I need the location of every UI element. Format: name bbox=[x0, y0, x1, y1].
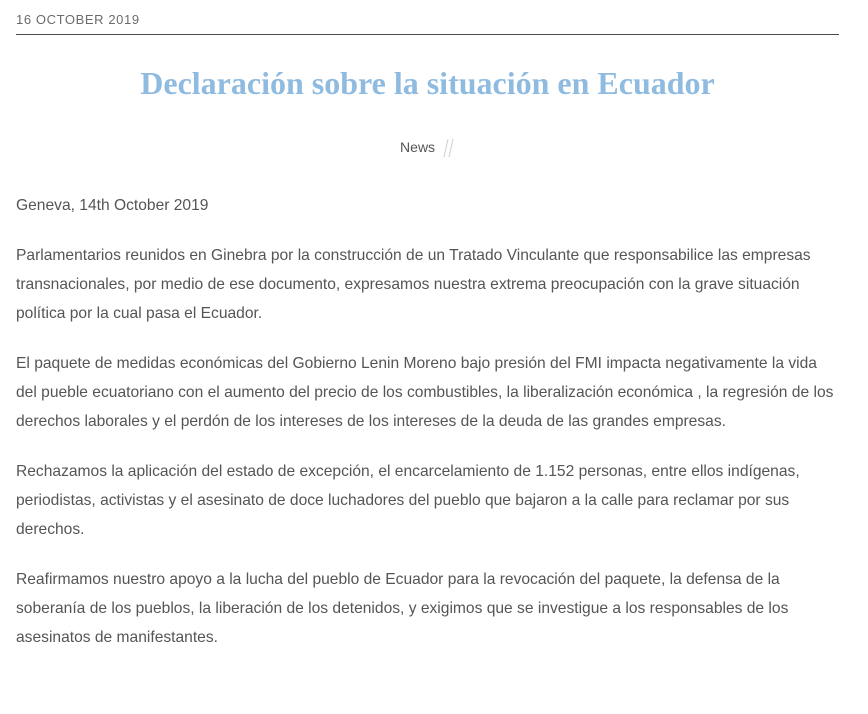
article-body bbox=[16, 191, 839, 652]
double-slash-icon bbox=[443, 137, 455, 159]
post-date-bar bbox=[16, 0, 839, 35]
post-category bbox=[16, 135, 839, 159]
body-paragraph: Reafirmamos nuestro apoyo a la lucha del pueblo de Ecuador para la revocación del paquete, la defensa de la soberanía de los pueblos, la liberación de los detenidos, y exigimos que se investigue a los responsables de los asesinatos de manifestantes. bbox=[16, 571, 789, 647]
category-link-news[interactable]: News bbox=[400, 139, 436, 155]
body-paragraph: Rechazamos la aplicación del estado de excepción, el encarcelamiento de 1.152 personas, entre ellos indígenas, periodistas, activistas y el asesinato de doce luchadores del pueblo que bajaron a la calle para reclamar por sus derechos. bbox=[16, 463, 800, 539]
body-paragraph: Parlamentarios reunidos en Ginebra por la construcción de un Tratado Vinculante que responsabilice las empresas transnacionales, por medio de ese documento, expresamos nuestra extrema preocupación con la grave situación política por la cual pasa el Ecuador. bbox=[16, 247, 811, 323]
dateline-paragraph: Geneva, 14th October 2019 bbox=[16, 197, 209, 215]
page-title: Declaración sobre la situación en Ecuador bbox=[140, 65, 715, 101]
article bbox=[16, 0, 839, 673]
body-paragraph: El paquete de medidas económicas del Gobierno Lenin Moreno bajo presión del FMI impacta negativamente la vida del pueble ecuatoriano con el aumento del precio de los combustibles, la liberalización económica , la regresión de los derechos laborales y el perdón de los intereses de los intereses de la deuda de las grandes empresas. bbox=[16, 355, 834, 431]
post-date: 16 OCTOBER 2019 bbox=[16, 12, 140, 27]
